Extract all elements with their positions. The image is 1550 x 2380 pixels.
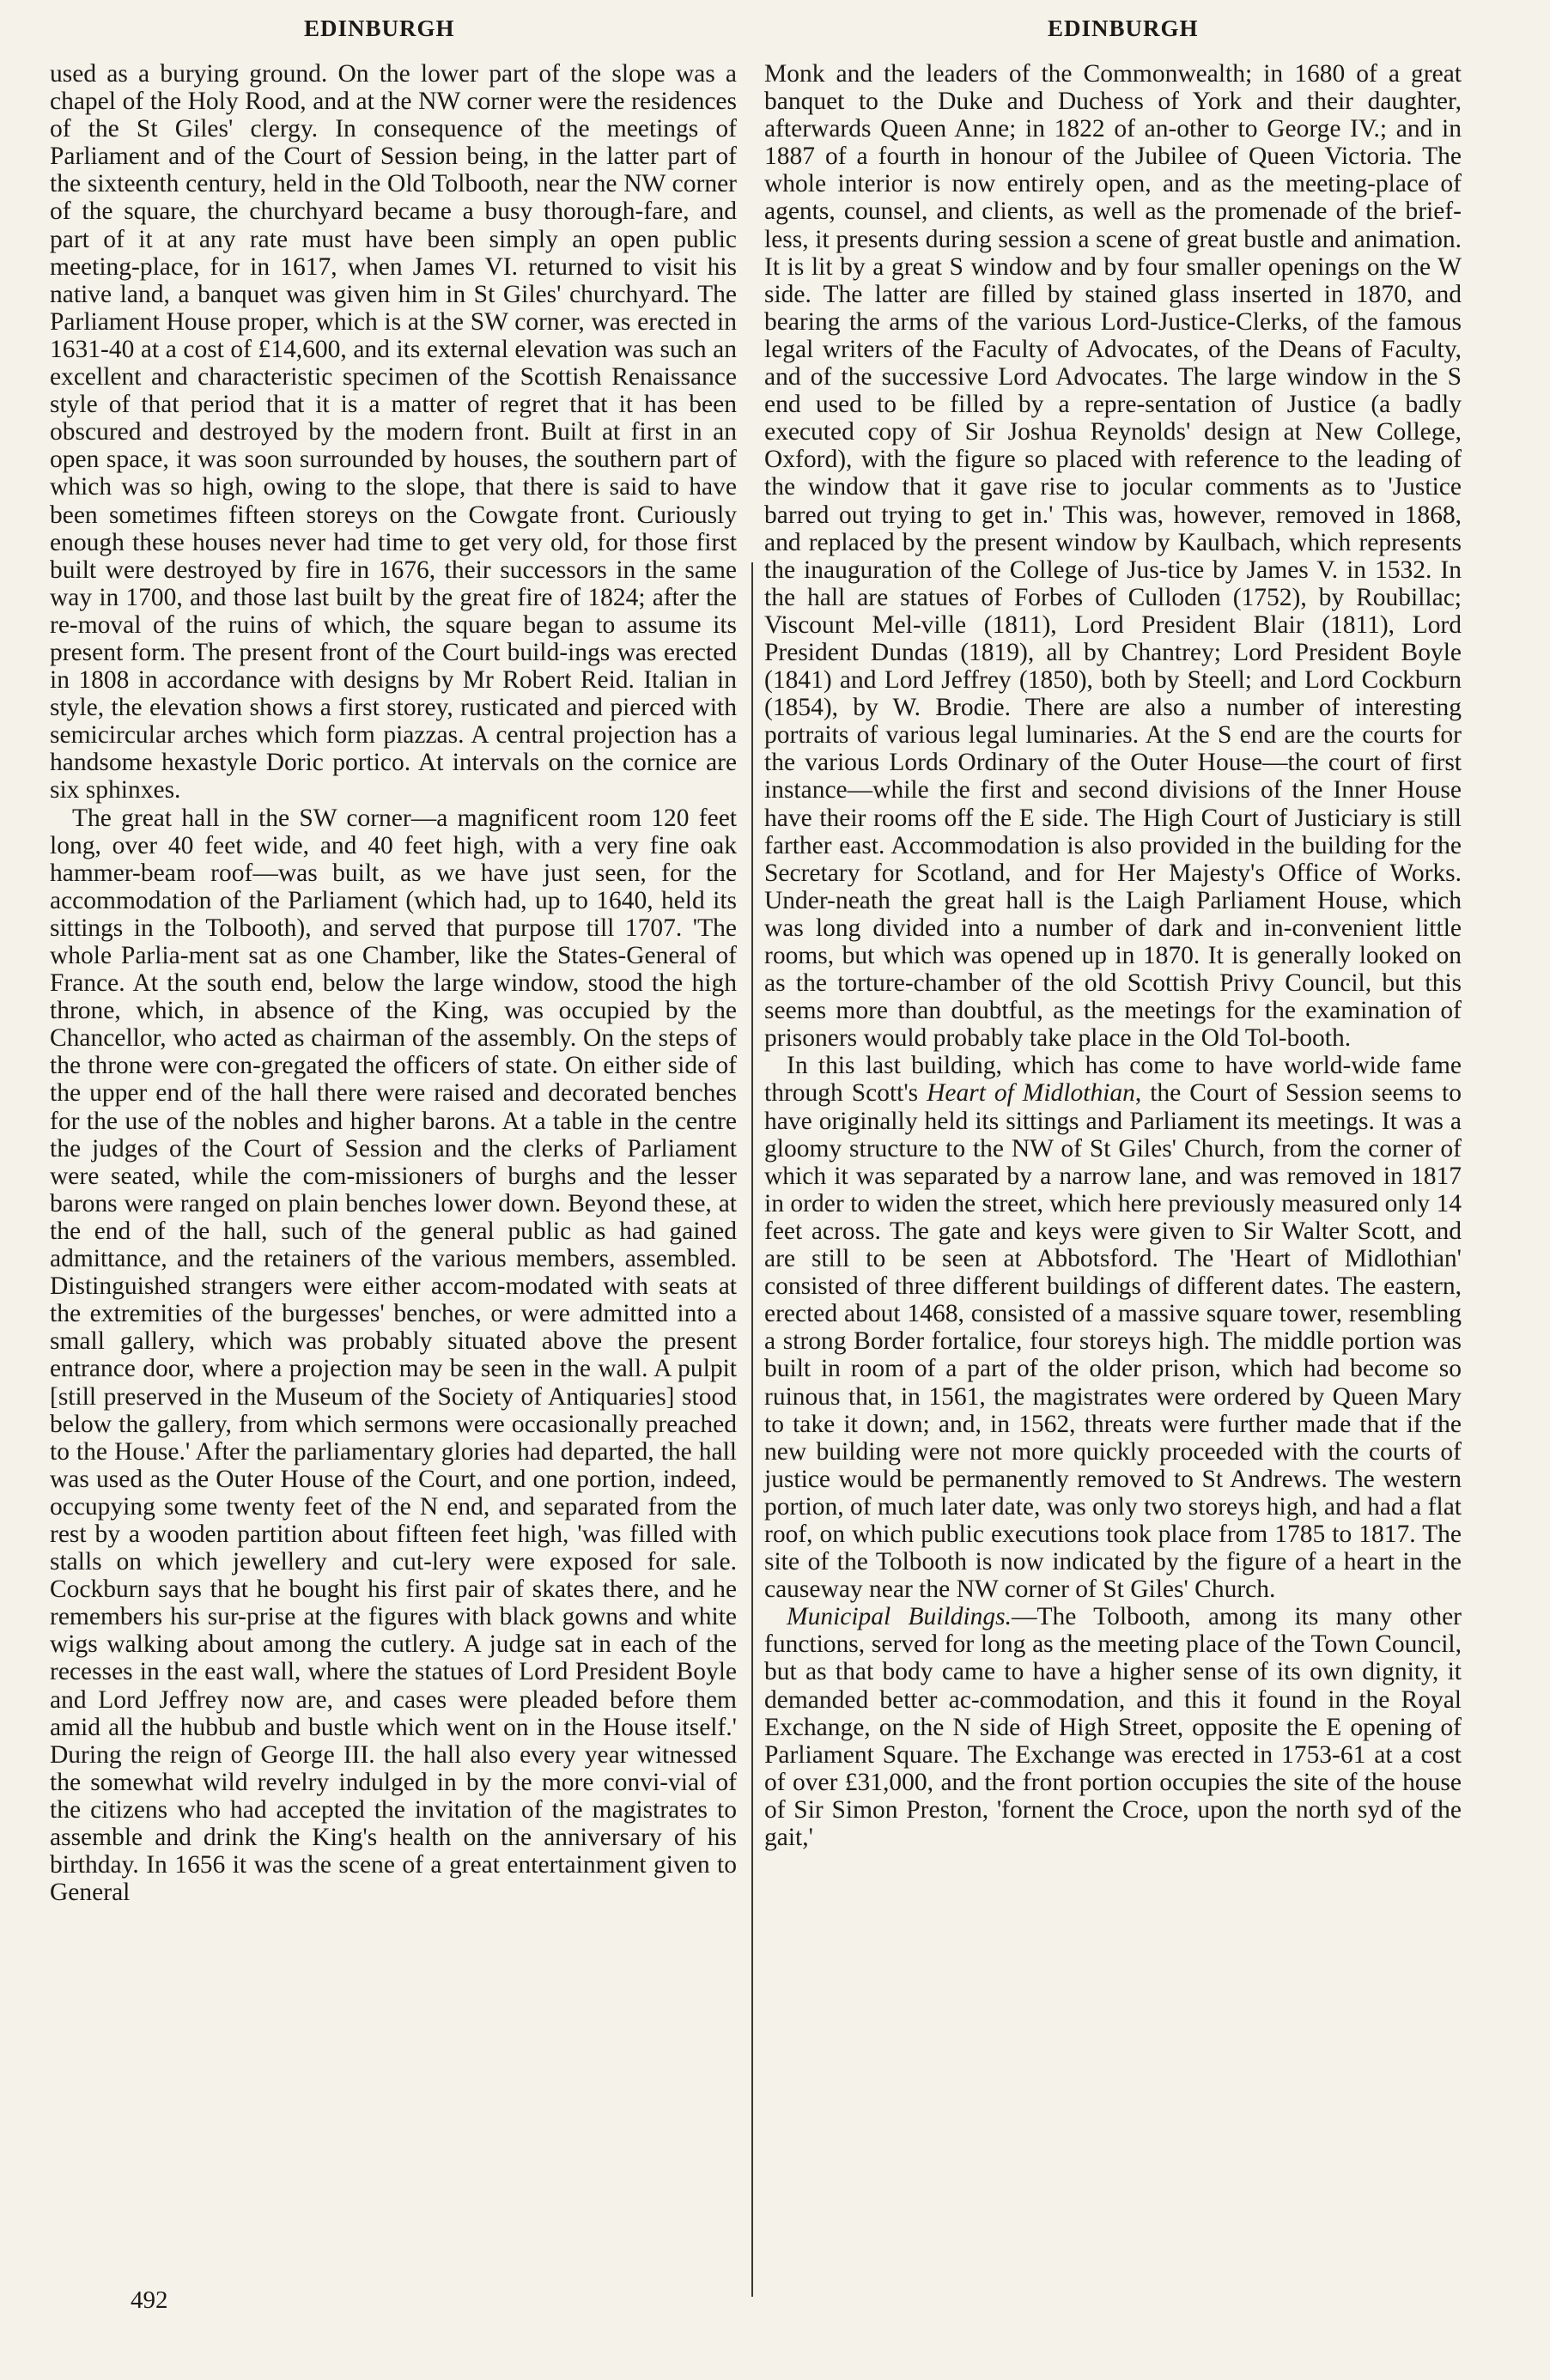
paragraph-text: —The Tolbooth, among its many other functions, served for long as the meeting place of the Town Council, but as that body came to have a higher sense of its own dignity, it demanded better ac-commodation, and this it found in the Royal Exchange, on the N side of High Street, opposite the E opening of Parliament Square. The Exchange was erected in 1753-61 at a cost of over £31,000, and the front portion occupies the site of the house of Sir Simon Preston, 'fornent the Croce, upon the north syd of the gait,' <box>764 1603 1462 1851</box>
paragraph: The great hall in the SW corner—a magnificent room 120 feet long, over 40 feet wide, and 40 feet high, with a very fine oak hammer-beam roof—was built, as we have just seen, for the accommodation of the Parliament (which had, up to 1640, held its sittings in the Tolbooth), and served that purpose till 1707. 'The whole Parlia-ment sat as one Chamber, like the States-General of France. At the south end, below the large window, stood the high throne, which, in absence of the King, was occupied by the Chancellor, who acted as chairman of the assembly. On the steps of the throne were con-gregated the officers of state. On either side of the upper end of the hall there were raised and decorated benches for the use of the nobles and higher barons. At a table in the centre the judges of the Court of Session and the clerks of Parliament were seated, while the com-missioners of burghs and the lesser barons were ranged on plain benches lower down. Beyond these, at the end of the hall, such of the general public as had gained admittance, and the retainers of the various members, assembled. Distinguished strangers were either accom-modated with seats at the extremities of the burgesses' benches, or were admitted into a small gallery, which was probably situated above the present entrance door, where a projection may be seen in the wall. A pulpit [still preserved in the Museum of the Society of Antiquaries] stood below the gallery, from which sermons were occasionally preached to the House.' After the parliamentary glories had departed, the hall was used as the Outer House of the Court, and one portion, indeed, occupying some twenty feet of the N end, and separated from the rest by a wooden partition about fifteen feet high, 'was filled with stalls on which jewellery and cut-lery were exposed for sale. Cockburn says that he bought his first pair of skates there, and he remembers his sur-prise at the figures with black gowns and white wigs walking about among the cutlery. A judge sat in each of the recesses in the east wall, where the statues of Lord President Boyle and Lord Jeffrey now are, and cases were pleaded before them amid all the hubbub and bustle which went on in the House itself.' During the reign of George III. the hall also every year witnessed the somewhat wild revelry indulged in by the more convi-vial of the citizens who had accepted the invitation of the magistrates to assemble and drink the King's health on the anniversary of his birthday. In 1656 it was the scene of a great entertainment given to General <box>50 804 737 1907</box>
paragraph <box>764 1603 1462 1851</box>
left-column <box>50 60 737 1906</box>
book-title: Heart of Midlothian <box>927 1079 1135 1108</box>
column-divider <box>751 562 753 2297</box>
paragraph <box>764 1052 1462 1603</box>
paragraph: used as a burying ground. On the lower part of the slope was a chapel of the Holy Rood, and at the NW corner were the residences of the St Giles' clergy. In consequence of the meetings of Parliament and of the Court of Session being, in the latter part of the sixteenth century, held in the Old Tolbooth, near the NW corner of the square, the churchyard became a busy thorough-fare, and part of it at any rate must have been simply an open public meeting-place, for in 1617, when James VI. returned to visit his native land, a banquet was given him in St Giles' churchyard. The Parliament House proper, which is at the SW corner, was erected in 1631-40 at a cost of £14,600, and its external elevation was such an excellent and characteristic specimen of the Scottish Renaissance style of that period that it is a matter of regret that it has been obscured and destroyed by the modern front. Built at first in an open space, it was soon surrounded by houses, the southern part of which was so high, owing to the slope, that there is said to have been sometimes fifteen storeys on the Cowgate front. Curiously enough these houses never had time to get very old, for those first built were destroyed by fire in 1676, their successors in the same way in 1700, and those last built by the great fire of 1824; after the re-moval of the ruins of which, the square began to assume its present form. The present front of the Court build-ings was erected in 1808 in accordance with designs by Mr Robert Reid. Italian in style, the elevation shows a first storey, rusticated and pierced with semicircular arches which form piazzas. A central projection has a handsome hexastyle Doric portico. At intervals on the cornice are six sphinxes. <box>50 60 737 804</box>
section-heading: Municipal Buildings. <box>787 1603 1012 1631</box>
running-header-right: EDINBURGH <box>1048 15 1199 41</box>
right-column <box>764 60 1462 1851</box>
running-header-left: EDINBURGH <box>304 15 455 41</box>
paragraph: Monk and the leaders of the Commonwealth; in 1680 of a great banquet to the Duke and Duchess of York and their daughter, afterwards Queen Anne; in 1822 of an-other to George IV.; and in 1887 of a fourth in honour of the Jubilee of Queen Victoria. The whole interior is now entirely open, and as the meeting-place of agents, counsel, and clients, as well as the promenade of the brief-less, it presents during session a scene of great bustle and animation. It is lit by a great S window and by four smaller openings on the W side. The latter are filled by stained glass inserted in 1870, and bearing the arms of the various Lord-Justice-Clerks, of the famous legal writers of the Faculty of Advocates, of the Deans of Faculty, and of the successive Lord Advocates. The large window in the S end used to be filled by a repre-sentation of Justice (a badly executed copy of Sir Joshua Reynolds' design at New College, Oxford), with the figure so placed with reference to the leading of the window that it gave rise to jocular comments as to 'Justice barred out trying to get in.' This was, however, removed in 1868, and replaced by the present window by Kaulbach, which represents the inauguration of the College of Jus-tice by James V. in 1532. In the hall are statues of Forbes of Culloden (1752), by Roubillac; Viscount Mel-ville (1811), Lord President Blair (1811), Lord President Dundas (1819), all by Chantrey; Lord President Boyle (1841) and Lord Jeffrey (1850), both by Steell; and Lord Cockburn (1854), by W. Brodie. There are also a number of interesting portraits of various legal luminaries. At the S end are the courts for the various Lords Ordinary of the Outer House—the court of first instance—while the first and second divisions of the Inner House have their rooms off the E side. The High Court of Justiciary is still farther east. Accommodation is also provided in the building for the Secretary for Scotland, and for Her Majesty's Office of Works. Under-neath the great hall is the Laigh Parliament House, which was long divided into a number of dark and in-convenient little rooms, but which was opened up in 1870. It is generally looked on as the torture-chamber of the old Scottish Privy Council, but this seems more than doubtful, as the meetings for the examination of prisoners would probably take place in the Old Tol-booth. <box>764 60 1462 1053</box>
page-number: 492 <box>131 2286 168 2314</box>
paragraph-text: In this last building, which has come to have world-wide fame through Scott's <box>764 1052 1462 1108</box>
paragraph-text: , the Court of Session seems to have originally held its sittings and Parliament its meetings. It was a gloomy structure to the NW of St Giles' Church, from the corner of which it was separated by a narrow lane, and was removed in 1817 in order to widen the street, which here previously measured only 14 feet across. The gate and keys were given to Sir Walter Scott, and are still to be seen at Abbotsford. The 'Heart of Midlothian' consisted of three different buildings of different dates. The eastern, erected about 1468, consisted of a massive square tower, resembling a strong Border fortalice, four storeys high. The middle portion was built in room of a part of the older prison, which had become so ruinous that, in 1561, the magistrates were ordered by Queen Mary to take it down; and, in 1562, threats were further made that if the new building were not more quickly proceeded with the courts of justice would be permanently removed to St Andrews. The western portion, of much later date, was only two storeys high, and had a flat roof, on which public executions took place from 1785 to 1817. The site of the Tolbooth is now indicated by the figure of a heart in the causeway near the NW corner of St Giles' Church. <box>764 1079 1462 1604</box>
